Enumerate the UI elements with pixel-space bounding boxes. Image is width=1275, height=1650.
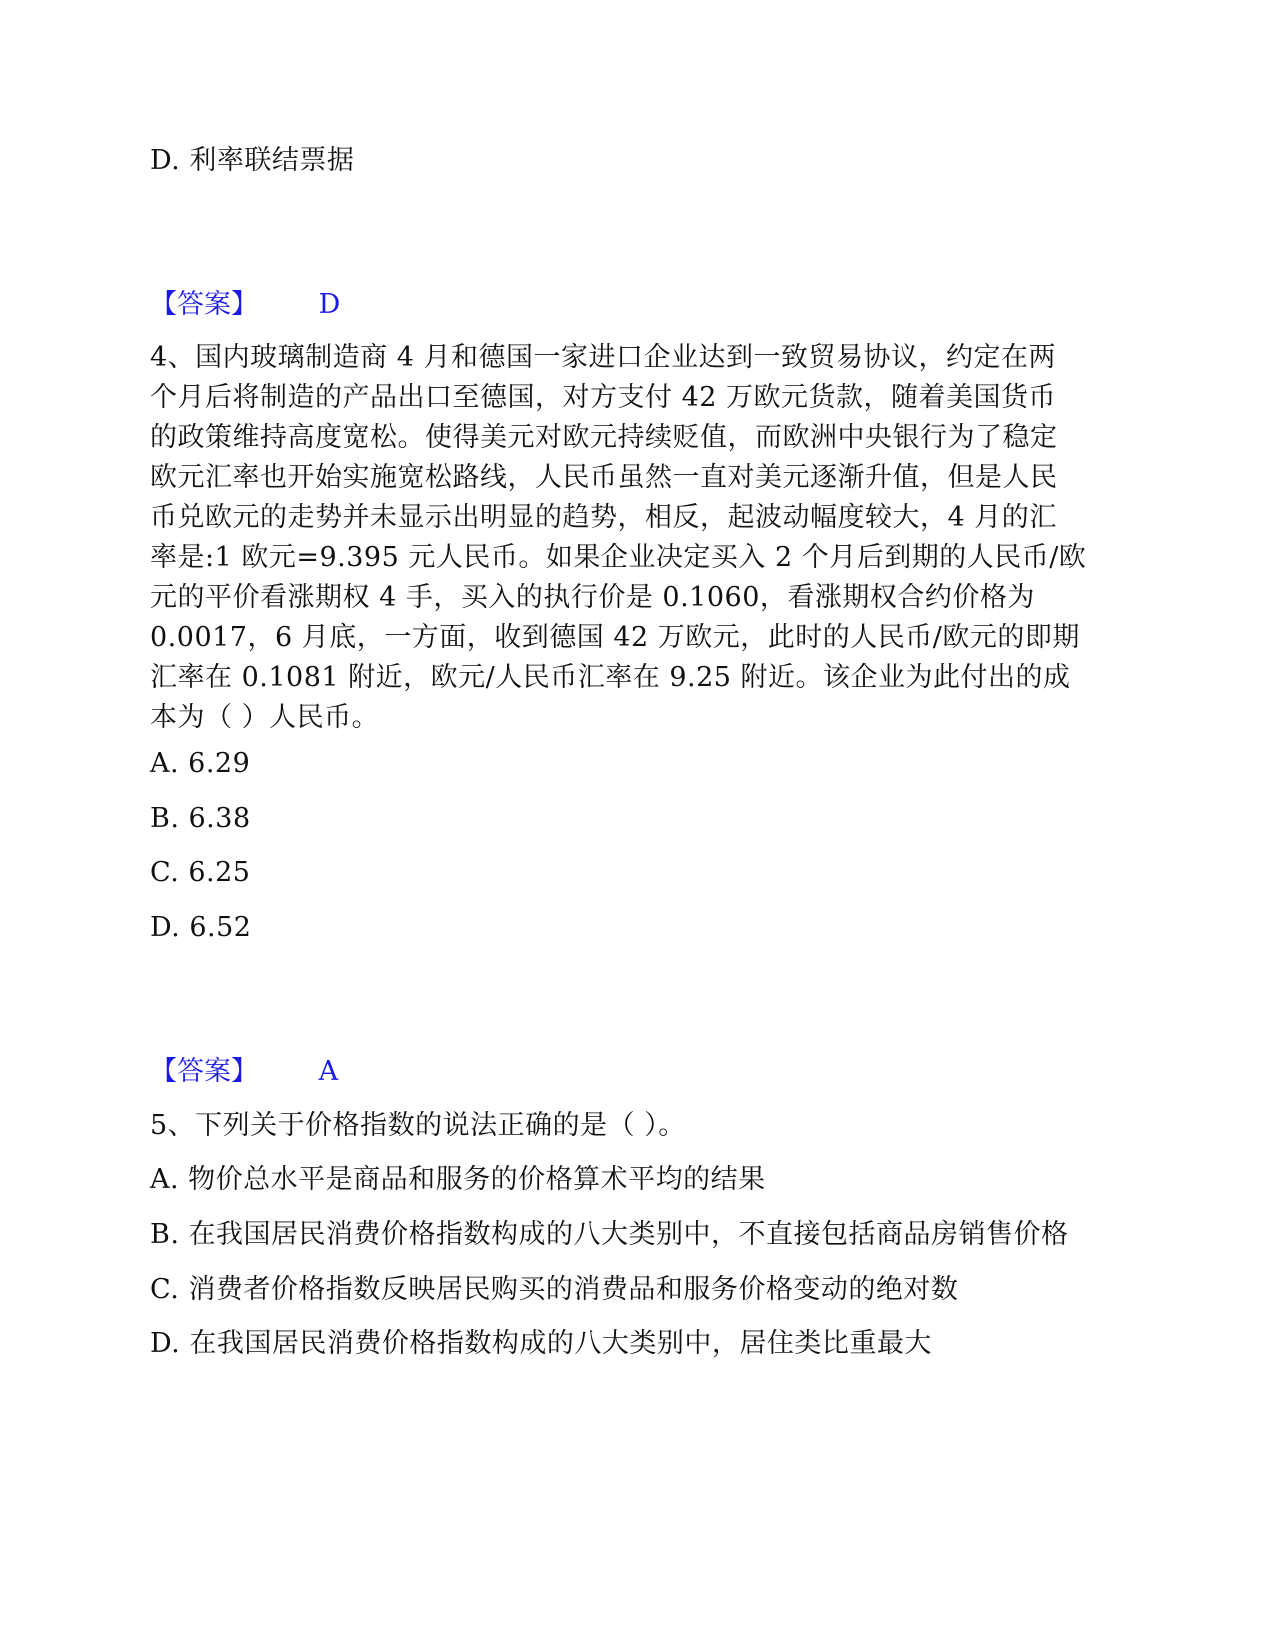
- question-4-line: 4、国内玻璃制造商 4 月和德国一家进口企业达到一致贸易协议，约定在两: [150, 342, 1057, 373]
- answer-value: A: [318, 1056, 339, 1087]
- question-4-option-a: A. 6.29: [150, 748, 251, 779]
- answer-label: 【答案】: [150, 289, 258, 320]
- question-5-option-c: C. 消费者价格指数反映居民购买的消费品和服务价格变动的绝对数: [150, 1274, 959, 1305]
- question-5-option-a: A. 物价总水平是商品和服务的价格算术平均的结果: [150, 1164, 766, 1195]
- question-4-stem: [150, 338, 1120, 738]
- prev-question-option-d: D. 利率联结票据: [150, 145, 355, 176]
- answer-label: 【答案】: [150, 1056, 258, 1087]
- answer-value: D: [318, 289, 341, 320]
- question-4-line: 币兑欧元的走势并未显示出明显的趋势，相反，起波动幅度较大，4 月的汇: [150, 502, 1057, 533]
- question-4-line: 汇率在 0.1081 附近，欧元/人民币汇率在 9.25 附近。该企业为此付出的成: [150, 662, 1071, 693]
- question-4-line: 欧元汇率也开始实施宽松路线，人民币虽然一直对美元逐渐升值，但是人民: [150, 462, 1058, 493]
- question-4-line: 本为（ ）人民币。: [150, 702, 380, 733]
- question-4-line: 元的平价看涨期权 4 手，买入的执行价是 0.1060，看涨期权合约价格为: [150, 582, 1035, 613]
- question-5-option-b: B. 在我国居民消费价格指数构成的八大类别中，不直接包括商品房销售价格: [150, 1219, 1069, 1250]
- question-4-line: 0.0017，6 月底，一方面，收到德国 42 万欧元，此时的人民币/欧元的即期: [150, 622, 1080, 653]
- question-4-line: 的政策维持高度宽松。使得美元对欧元持续贬值，而欧洲中央银行为了稳定: [150, 422, 1058, 453]
- question-5-option-d: D. 在我国居民消费价格指数构成的八大类别中，居住类比重最大: [150, 1328, 932, 1359]
- question-4-option-c: C. 6.25: [150, 857, 251, 888]
- question-5-stem: 5、下列关于价格指数的说法正确的是（ ）。: [150, 1110, 686, 1141]
- question-4-option-b: B. 6.38: [150, 803, 251, 834]
- question-4-option-d: D. 6.52: [150, 912, 252, 943]
- question-4-line: 个月后将制造的产品出口至德国，对方支付 42 万欧元货款，随着美国货币: [150, 382, 1057, 413]
- answer-row: [150, 1052, 338, 1092]
- answer-row: [150, 285, 340, 325]
- question-4-line: 率是:1 欧元=9.395 元人民币。如果企业决定买入 2 个月后到期的人民币/欧: [150, 542, 1087, 573]
